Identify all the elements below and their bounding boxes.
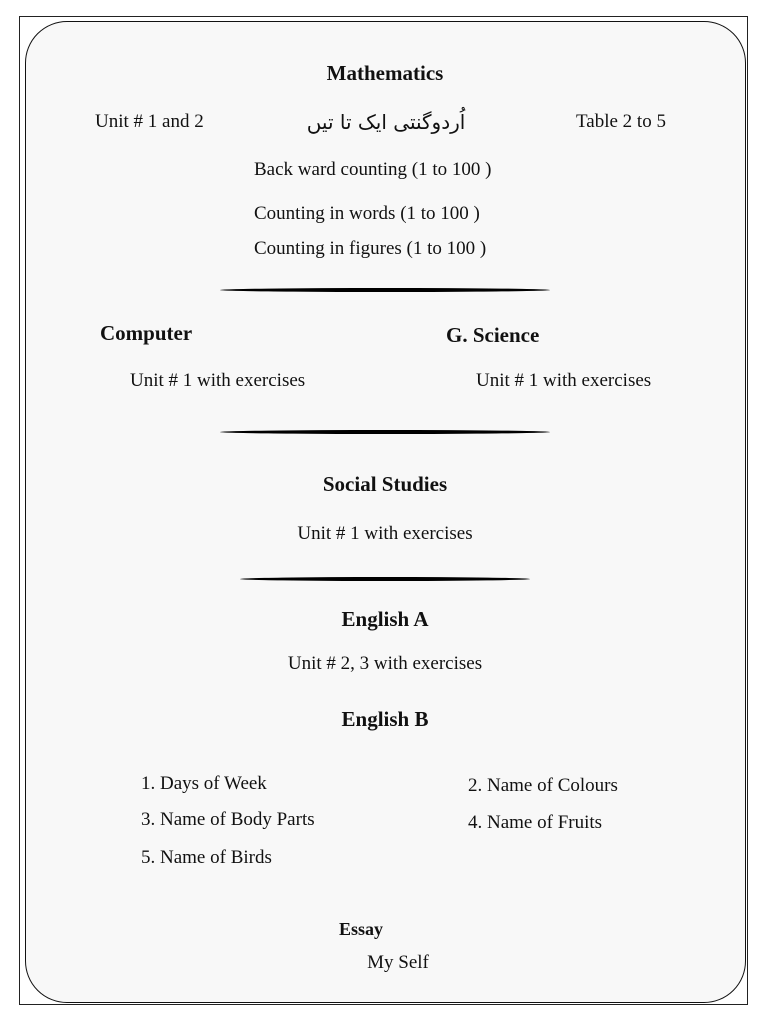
mathematics-item: Counting in words (1 to 100 ) — [254, 203, 480, 224]
mathematics-item: Counting in figures (1 to 100 ) — [254, 238, 487, 259]
essay-heading: Essay — [338, 919, 384, 939]
science-heading: G. Science — [446, 323, 540, 347]
section-divider — [220, 430, 550, 434]
social-studies-text: Unit # 1 with exercises — [297, 523, 473, 544]
mathematics-tables: Table 2 to 5 — [576, 111, 666, 132]
mathematics-units: Unit # 1 and 2 — [95, 111, 204, 132]
mathematics-urdu-counting: اُردوگنتی ایک تا تیں — [306, 110, 466, 134]
english-b-heading: English B — [341, 707, 429, 731]
science-text: Unit # 1 with exercises — [476, 370, 652, 391]
english-a-heading: English A — [341, 607, 429, 631]
english-b-item: 2. Name of Colours — [468, 775, 618, 796]
mathematics-item: Back ward counting (1 to 100 ) — [254, 159, 492, 180]
english-a-text: Unit # 2, 3 with exercises — [287, 653, 483, 674]
essay-topic: My Self — [367, 952, 429, 973]
computer-heading: Computer — [100, 321, 193, 345]
section-divider — [220, 288, 550, 292]
english-b-item: 5. Name of Birds — [141, 847, 272, 868]
computer-text: Unit # 1 with exercises — [130, 370, 306, 391]
english-b-item: 3. Name of Body Parts — [141, 809, 315, 830]
english-b-item: 1. Days of Week — [141, 773, 267, 794]
section-divider — [240, 577, 530, 581]
mathematics-heading: Mathematics — [326, 61, 444, 85]
social-studies-heading: Social Studies — [322, 472, 448, 496]
english-b-item: 4. Name of Fruits — [468, 812, 603, 833]
